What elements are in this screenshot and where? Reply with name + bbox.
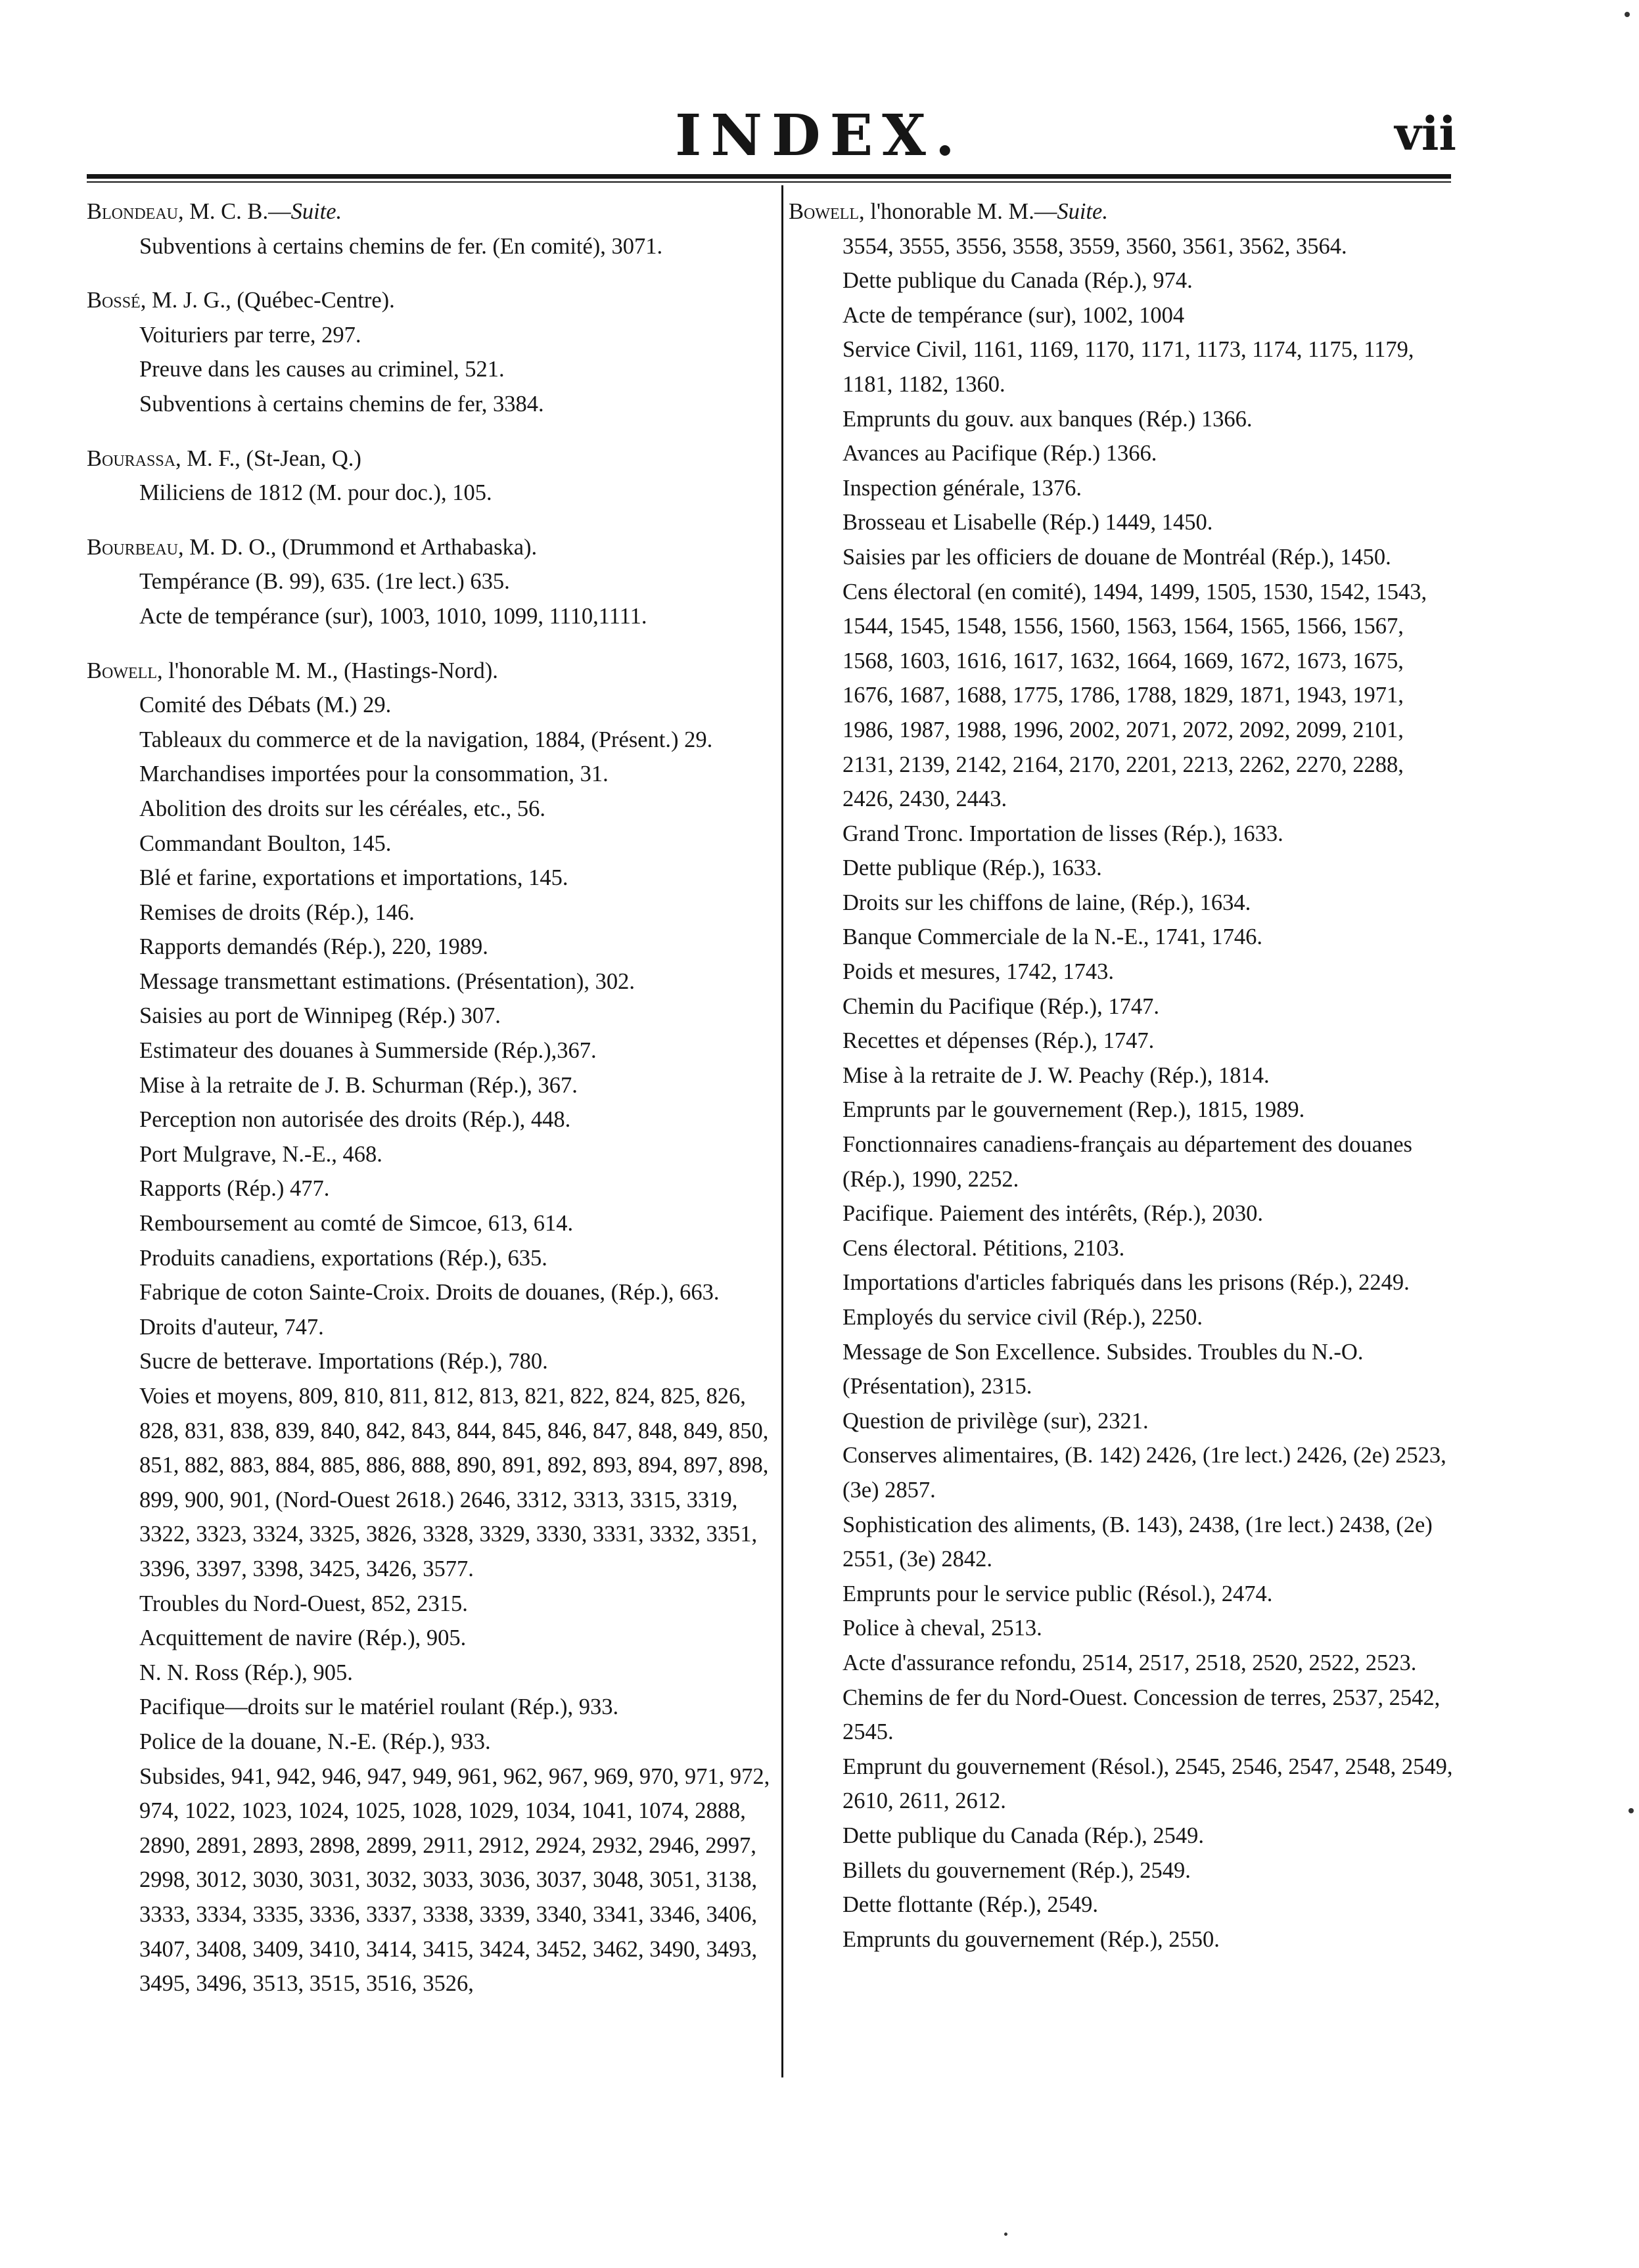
index-entry: [87, 194, 777, 263]
entry-line: Emprunts du gouv. aux banques (Rép.) 1366.: [843, 406, 1253, 432]
entry-line: Cens électoral (en comité), 1494, 1499, 1505, 1530, 1542, 1543, 1544, 1545, 1548, 1556, 1560, 1563, 1564, 1565, 1566, 1567, 1568, 1603, 1616, 1617, 1632, 1664, 1669, 1672, 1673, 1675, 1676, 1687, 1688, 1775, 1786, 1788, 1829, 1871, 1943, 1971, 1986, 1987, 1988, 1996, 2002, 2071, 2072, 2092, 2099, 2101, 2131, 2139, 2142, 2164, 2170, 2201, 2213, 2262, 2270, 2288, 2426, 2430, 2443.: [843, 579, 1427, 812]
entry-line: Saisies par les officiers de douane de Montréal (Rép.), 1450.: [843, 544, 1391, 570]
ink-speck: [1625, 12, 1630, 17]
entry-detail: M. D. O., (Drummond et Arthabaska).: [183, 534, 538, 560]
entry-line: Droits sur les chiffons de laine, (Rép.), 1634.: [843, 890, 1251, 915]
entry-line: Dette publique du Canada (Rép.), 2549.: [843, 1823, 1204, 1848]
entry-line: Marchandises importées pour la consommation, 31.: [139, 761, 609, 787]
page-title: INDEX.: [675, 102, 964, 169]
entry-line: Acte de tempérance (sur), 1003, 1010, 1099, 1110,1111.: [139, 603, 647, 629]
right-column: [789, 194, 1454, 1957]
entry-line: Conserves alimentaires, (B. 142) 2426, (1re lect.) 2426, (2e) 2523, (3e) 2857.: [843, 1443, 1446, 1503]
entry-line: Fabrique de coton Sainte-Croix. Droits de douanes, (Rép.), 663.: [139, 1280, 720, 1305]
entry-line: Troubles du Nord-Ouest, 852, 2315.: [139, 1591, 468, 1616]
entry-heading: [789, 194, 1454, 229]
entry-line: Brosseau et Lisabelle (Rép.) 1449, 1450.: [843, 510, 1213, 535]
entry-heading: [87, 654, 777, 689]
entry-line: Sucre de betterave. Importations (Rép.), 780.: [139, 1349, 548, 1374]
entry-line: Dette flottante (Rép.), 2549.: [843, 1892, 1098, 1918]
entry-line: Chemins de fer du Nord-Ouest. Concession de terres, 2537, 2542, 2545.: [843, 1685, 1441, 1745]
entry-line: Grand Tronc. Importation de lisses (Rép.), 1633.: [843, 821, 1283, 846]
entry-line: Saisies au port de Winnipeg (Rép.) 307.: [139, 1003, 501, 1029]
entry-line: Commandant Boulton, 145.: [139, 830, 392, 856]
entry-line: Message de Son Excellence. Subsides. Troubles du N.-O. (Présentation), 2315.: [843, 1339, 1364, 1399]
entry-line: Voies et moyens, 809, 810, 811, 812, 813, 821, 822, 824, 825, 826, 828, 831, 838, 839, 840, 842, 843, 844, 845, 846, 847, 848, 849, 850, 851, 882, 883, 884, 885, 886, 888, 890, 891, 892, 893, 894, 897, 898, 899, 900, 901, (Nord-Ouest 2618.) 2646, 3312, 3313, 3315, 3319, 3322, 3323, 3324, 3325, 3826, 3328, 3329, 3330, 3331, 3332, 3351, 3396, 3397, 3398, 3425, 3426, 3577.: [139, 1384, 769, 1581]
entry-line: Avances au Pacifique (Rép.) 1366.: [843, 441, 1157, 466]
entry-line: Emprunts par le gouvernement (Rep.), 1815, 1989.: [843, 1097, 1305, 1123]
entry-suite: Suite.: [1057, 199, 1108, 224]
entry-name: Bowell,: [789, 199, 865, 224]
left-column: [87, 194, 777, 2001]
entry-line: Subsides, 941, 942, 946, 947, 949, 961, 962, 967, 969, 970, 971, 972, 974, 1022, 1023, 1024, 1025, 1028, 1029, 1034, 1041, 1074, 2888, 2890, 2891, 2893, 2898, 2899, 2911, 2912, 2924, 2932, 2946, 2997, 2998, 3012, 3030, 3031, 3032, 3033, 3036, 3037, 3048, 3051, 3138, 3333, 3334, 3335, 3336, 3337, 3338, 3339, 3340, 3341, 3346, 3406, 3407, 3408, 3409, 3410, 3414, 3415, 3424, 3452, 3462, 3490, 3493, 3495, 3496, 3513, 3515, 3516, 3526,: [139, 1763, 770, 1997]
entry-line: Subventions à certains chemins de fer, 3384.: [139, 391, 544, 417]
entry-line: Voituriers par terre, 297.: [139, 322, 361, 348]
entry-line: Message transmettant estimations. (Présentation), 302.: [139, 968, 635, 994]
entry-line: Emprunts pour le service public (Résol.), 2474.: [843, 1581, 1273, 1606]
entry-line: Subventions à certains chemins de fer. (En comité), 3071.: [139, 233, 663, 259]
entry-line: Tempérance (B. 99), 635. (1re lect.) 635.: [139, 569, 510, 595]
entry-line: Pacifique. Paiement des intérêts, (Rép.), 2030.: [843, 1201, 1264, 1227]
entry-line: Droits d'auteur, 747.: [139, 1314, 324, 1340]
column-divider: [781, 185, 783, 2077]
entry-line: Comité des Débats (M.) 29.: [139, 692, 392, 718]
entry-line: Mise à la retraite de J. W. Peachy (Rép.), 1814.: [843, 1062, 1270, 1088]
entry-line: Chemin du Pacifique (Rép.), 1747.: [843, 993, 1159, 1019]
entry-line: Acte d'assurance refondu, 2514, 2517, 2518, 2520, 2522, 2523.: [843, 1650, 1417, 1675]
index-entry: [87, 283, 777, 421]
entry-suite: Suite.: [290, 199, 342, 224]
entry-line: Acte de tempérance (sur), 1002, 1004: [843, 302, 1185, 328]
entry-name: Bossé,: [87, 288, 147, 313]
entry-line: Preuve dans les causes au criminel, 521.: [139, 357, 505, 382]
entry-line: Dette publique (Rép.), 1633.: [843, 855, 1102, 881]
entry-name: Blondeau,: [87, 199, 184, 224]
entry-line: Fonctionnaires canadiens-français au département des douanes (Rép.), 1990, 2252.: [843, 1132, 1412, 1192]
entry-line: Recettes et dépenses (Rép.), 1747.: [843, 1028, 1155, 1054]
entry-line: Police de la douane, N.-E. (Rép.), 933.: [139, 1729, 491, 1754]
entry-line: Question de privilège (sur), 2321.: [843, 1408, 1149, 1434]
entry-detail: l'honorable M. M.—: [864, 199, 1057, 224]
entry-line: Perception non autorisée des droits (Rép.), 448.: [139, 1107, 571, 1133]
index-entry: [87, 442, 777, 510]
entry-line: N. N. Ross (Rép.), 905.: [139, 1660, 353, 1685]
entry-line: Emprunt du gouvernement (Résol.), 2545, 2546, 2547, 2548, 2549, 2610, 2611, 2612.: [843, 1754, 1453, 1814]
index-entry: [87, 654, 777, 2001]
entry-detail: M. C. B.—: [183, 199, 291, 224]
entry-line: Estimateur des douanes à Summerside (Rép.),367.: [139, 1038, 597, 1064]
page-header: [0, 99, 1639, 184]
entry-heading: [87, 530, 777, 565]
entry-line: Service Civil, 1161, 1169, 1170, 1171, 1173, 1174, 1175, 1179, 1181, 1182, 1360.: [843, 337, 1414, 397]
entry-line: Blé et farine, exportations et importations, 145.: [139, 865, 568, 891]
entry-detail: M. J. G., (Québec-Centre).: [146, 288, 395, 313]
entry-line: Cens électoral. Pétitions, 2103.: [843, 1235, 1125, 1261]
entry-line: Banque Commerciale de la N.-E., 1741, 1746.: [843, 924, 1263, 950]
entry-line: Tableaux du commerce et de la navigation, 1884, (Présent.) 29.: [139, 727, 713, 752]
entry-heading: [87, 442, 777, 476]
entry-line: Miliciens de 1812 (M. pour doc.), 105.: [139, 480, 492, 506]
entry-heading: [87, 194, 777, 229]
entry-line: Poids et mesures, 1742, 1743.: [843, 959, 1115, 985]
entry-detail: l'honorable M. M., (Hastings-Nord).: [162, 658, 498, 683]
entry-heading: [87, 283, 777, 318]
entry-name: Bowell,: [87, 658, 163, 683]
entry-line: Police à cheval, 2513.: [843, 1616, 1042, 1641]
page-number: vii: [1395, 106, 1456, 161]
entry-detail: M. F., (St-Jean, Q.): [181, 445, 361, 471]
entry-line: Remises de droits (Rép.), 146.: [139, 899, 415, 925]
entry-line: 3554, 3555, 3556, 3558, 3559, 3560, 3561, 3562, 3564.: [843, 233, 1347, 259]
ink-speck: [1004, 2233, 1007, 2236]
entry-line: Emprunts du gouvernement (Rép.), 2550.: [843, 1926, 1220, 1952]
entry-line: Dette publique du Canada (Rép.), 974.: [843, 268, 1193, 294]
entry-line: Rapports demandés (Rép.), 220, 1989.: [139, 934, 488, 960]
entry-line: Mise à la retraite de J. B. Schurman (Rép.), 367.: [139, 1072, 578, 1098]
entry-name: Bourbeau,: [87, 534, 184, 560]
entry-line: Pacifique—droits sur le matériel roulant (Rép.), 933.: [139, 1694, 619, 1720]
entry-line: Inspection générale, 1376.: [843, 475, 1082, 501]
index-entry: [87, 530, 777, 634]
entry-line: Employés du service civil (Rép.), 2250.: [843, 1305, 1203, 1330]
entry-line: Abolition des droits sur les céréales, etc., 56.: [139, 796, 545, 821]
header-rule-thick: [87, 174, 1451, 179]
ink-speck: [1628, 1808, 1634, 1813]
entry-line: Produits canadiens, exportations (Rép.), 635.: [139, 1245, 547, 1271]
entry-line: Importations d'articles fabriqués dans les prisons (Rép.), 2249.: [843, 1270, 1410, 1296]
entry-line: Billets du gouvernement (Rép.), 2549.: [843, 1857, 1191, 1883]
entry-line: Remboursement au comté de Simcoe, 613, 614.: [139, 1211, 574, 1236]
entry-line: Sophistication des aliments, (B. 143), 2438, (1re lect.) 2438, (2e) 2551, (3e) 2842.: [843, 1512, 1433, 1572]
entry-line: Acquittement de navire (Rép.), 905.: [139, 1625, 467, 1651]
entry-name: Bourassa,: [87, 445, 181, 471]
header-rule-thin: [87, 181, 1451, 183]
entry-line: Rapports (Rép.) 477.: [139, 1176, 330, 1202]
entry-line: Port Mulgrave, N.-E., 468.: [139, 1141, 382, 1167]
